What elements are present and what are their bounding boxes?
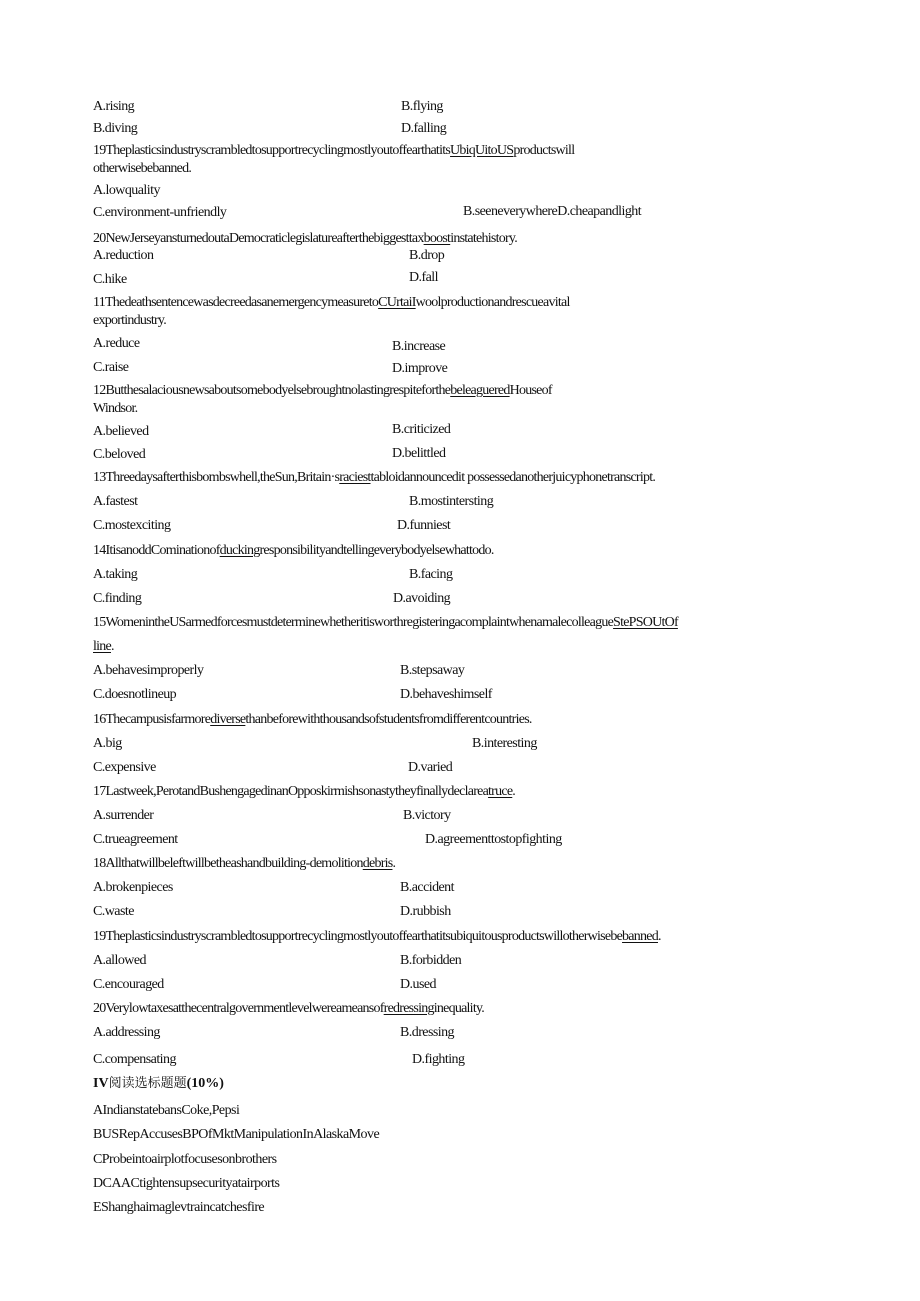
option-a: A.taking: [93, 567, 138, 582]
question-continuation: exportindustry.: [93, 313, 166, 328]
question-14: [93, 542, 494, 559]
option-d: D.avoiding: [393, 591, 451, 606]
question-text: thanbeforewiththousandsofstudentsfromdifferentcountries.: [245, 712, 532, 727]
option-b: B.drop: [409, 248, 445, 263]
question-continuation: [93, 638, 114, 655]
question-text: Houseof: [509, 383, 552, 398]
option-d: D.behaveshimself: [400, 687, 492, 702]
key-word: beleaguered: [450, 383, 510, 398]
question-number: 15: [93, 615, 106, 630]
question-text: Thecampusisfarmore: [105, 712, 211, 727]
question-13: [93, 469, 655, 486]
question-text: ItisanoddCominationof: [105, 543, 220, 558]
option-b: B.mostintersting: [409, 494, 494, 509]
option-d: D.rubbish: [400, 904, 451, 919]
section-heading: [93, 1075, 224, 1092]
question-16: [93, 711, 532, 728]
question-20: [93, 1000, 484, 1017]
option-c: C.mostexciting: [93, 518, 171, 533]
key-word: banned: [622, 929, 658, 944]
question-text: .: [657, 929, 661, 944]
question-number: 12: [93, 383, 106, 398]
question-text: WomenintheUSarmedforcesmustdeterminewhetheritisworthregisteringacomplaintwhenamalecolleague: [105, 615, 614, 630]
section-score: (10%): [186, 1076, 224, 1091]
option-b: B.facing: [409, 567, 453, 582]
question-text: Theplasticsindustryscrambledtosupportrecyclingmostlyoutoffearthatits: [105, 143, 451, 158]
question-text: .: [111, 639, 114, 654]
option-c: C.waste: [93, 904, 134, 919]
option-d: D.agreementtostopfighting: [425, 832, 562, 847]
option-a: A.rising: [93, 99, 135, 114]
question-continuation: Windsor.: [93, 401, 138, 416]
key-word: raciest: [339, 470, 371, 485]
option-b: B.forbidden: [400, 953, 462, 968]
key-word: debris: [362, 856, 393, 871]
headline-e: EShanghaimaglevtraincatchesfire: [93, 1200, 265, 1215]
question-text: .: [392, 856, 396, 871]
key-word: redressing: [383, 1001, 434, 1016]
question-text: Verylowtaxesatthecentralgovernmentlevelwereameansof: [105, 1001, 384, 1016]
option-b: B.flying: [401, 99, 443, 114]
option-c: C.doesnotlineup: [93, 687, 177, 702]
option-d: D.varied: [408, 760, 453, 775]
section-roman: IV: [93, 1076, 109, 1091]
key-word: ducking: [219, 543, 260, 558]
option-c: C.expensive: [93, 760, 156, 775]
question-text: Threedaysafterthisbombswhell,theSun,Britain·s: [105, 470, 340, 485]
key-word: boost: [423, 231, 451, 246]
question-number: 11: [93, 295, 105, 310]
question-19-first: [93, 142, 574, 159]
question-number: 17: [93, 784, 106, 799]
option-a: A.allowed: [93, 953, 146, 968]
option-a: B.diving: [93, 121, 138, 136]
option-d: D.used: [400, 977, 436, 992]
option-a: A.brokenpieces: [93, 880, 173, 895]
question-number: 19: [93, 929, 106, 944]
question-continuation: otherwisebebanned.: [93, 161, 192, 176]
option-a: A.reduction: [93, 248, 154, 263]
question-text: productswill: [513, 143, 575, 158]
question-number: 19: [93, 143, 106, 158]
option-d: D.fighting: [412, 1052, 465, 1067]
headline-c: CProbeintoairplotfocusesonbrothers: [93, 1152, 277, 1167]
option-b: B.victory: [403, 808, 451, 823]
question-18: [93, 855, 395, 872]
option-a: A.big: [93, 736, 122, 751]
key-word: CUrtaiI: [378, 295, 416, 310]
question-text: inequality.: [433, 1001, 485, 1016]
question-text: Allthatwillbeleftwillbetheashandbuilding-demolition: [105, 856, 363, 871]
key-word: diverse: [210, 712, 246, 727]
option-b: B.dressing: [400, 1025, 455, 1040]
question-text: .: [512, 784, 516, 799]
key-word: UbiqUitoUS: [450, 143, 514, 158]
option-b: B.criticized: [392, 422, 451, 437]
question-text: tabloidannouncedit possessedanotherjuicyphonetranscript.: [370, 470, 656, 485]
question-number: 20: [93, 231, 106, 246]
option-b-d: B.seeneverywhereD.cheapandlight: [463, 204, 642, 219]
section-title: 阅读选标题题: [108, 1076, 187, 1091]
option-b: B.increase: [392, 339, 446, 354]
question-number: 18: [93, 856, 106, 871]
question-text: responsibilityandtellingeverybodyelsewhattodo.: [259, 543, 494, 558]
question-text: Theplasticsindustryscrambledtosupportrecyclingmostlyoutoffearthatitsubiquitousproductswillotherwisebe: [105, 929, 623, 944]
option-a: A.lowquality: [93, 183, 160, 198]
option-a: A.addressing: [93, 1025, 160, 1040]
question-17: [93, 783, 515, 800]
option-a: A.behavesimproperly: [93, 663, 204, 678]
question-text: instatehistory.: [450, 231, 517, 246]
option-c: C.hike: [93, 272, 127, 287]
headline-b: BUSRepAccusesBPOfMktManipulationInAlaskaMove: [93, 1127, 380, 1142]
option-b: B.accident: [400, 880, 454, 895]
option-b: D.falling: [401, 121, 447, 136]
option-b: B.interesting: [472, 736, 537, 751]
question-number: 14: [93, 543, 106, 558]
question-12: [93, 382, 552, 399]
question-text: Lastweek,PerotandBushengagedinanOpposkirmishsonastytheyfinallydeclarea: [105, 784, 489, 799]
question-text: woolproductionandrescueavital: [415, 295, 570, 310]
option-a: A.believed: [93, 424, 149, 439]
question-11: [93, 294, 570, 311]
question-19: [93, 928, 661, 945]
option-a: A.reduce: [93, 336, 140, 351]
option-c: C.beloved: [93, 447, 146, 462]
key-word: truce: [488, 784, 513, 799]
question-text: Butthesalaciousnewsaboutsomebodyelsebroughtnolastingrespiteforthe: [105, 383, 451, 398]
question-number: 20: [93, 1001, 106, 1016]
question-number: 13: [93, 470, 106, 485]
question-number: 16: [93, 712, 106, 727]
option-d: D.improve: [392, 361, 448, 376]
headline-a: AIndianstatebansCoke,Pepsi: [93, 1103, 240, 1118]
question-15: [93, 614, 678, 631]
option-a: A.fastest: [93, 494, 138, 509]
option-a: A.surrender: [93, 808, 154, 823]
key-word: line: [93, 639, 111, 654]
option-c: C.environment-unfriendly: [93, 205, 227, 220]
question-text: NewJerseyansturnedoutaDemocraticlegislatureafterthebiggesttax: [105, 231, 424, 246]
option-c: C.finding: [93, 591, 142, 606]
option-d: D.fall: [409, 270, 438, 285]
headline-d: DCAACtightensupsecurityatairports: [93, 1176, 280, 1191]
option-d: D.funniest: [397, 518, 451, 533]
question-text: Thedeathsentencewasdecreedasanemergencymeasureto: [104, 295, 379, 310]
option-d: D.belittled: [392, 446, 446, 461]
key-word: StePSOUtOf: [613, 615, 678, 630]
option-b: B.stepsaway: [400, 663, 465, 678]
option-c: C.compensating: [93, 1052, 176, 1067]
option-c: C.encouraged: [93, 977, 164, 992]
option-c: C.raise: [93, 360, 129, 375]
question-20-first: [93, 230, 517, 247]
option-c: C.trueagreement: [93, 832, 178, 847]
